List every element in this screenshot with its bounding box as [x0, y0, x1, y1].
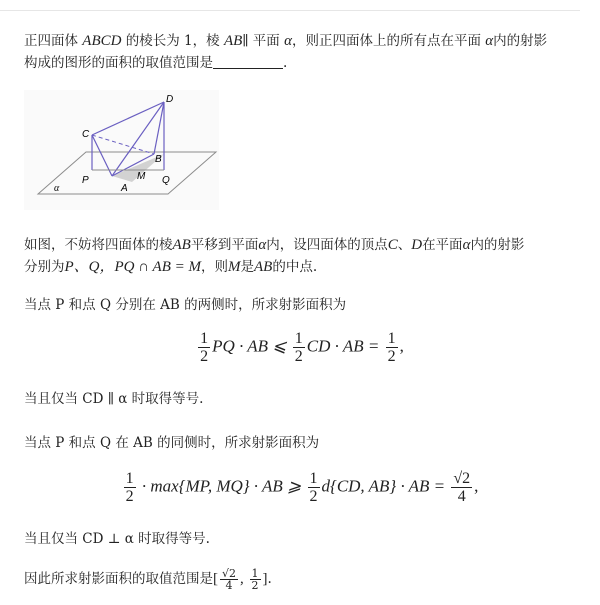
denominator: 2 [251, 579, 259, 592]
numerator: 1 [387, 330, 396, 347]
denominator: 2 [387, 348, 396, 365]
fraction [220, 568, 238, 591]
math-tetra: ABCD [82, 33, 122, 49]
eq-text: , [474, 476, 479, 496]
solution-text: 分别为 [24, 259, 65, 275]
math-alpha: α [284, 33, 292, 49]
math-AB: AB [254, 259, 273, 275]
solution-text: 内，设四面体的顶点 [266, 237, 388, 253]
solution-text: 内的射影 [470, 237, 525, 253]
solution-text: 如图，不妨将四面体的棱 [24, 237, 173, 253]
edge-CB [92, 135, 154, 154]
problem-text: 内的射影 [493, 33, 548, 49]
eq-text: , [399, 336, 404, 356]
range-open: [ [213, 571, 218, 587]
numerator: 1 [125, 470, 134, 487]
problem-text: 构成的图形的面积的取值范围是 [24, 55, 213, 71]
math-M: M [228, 259, 241, 275]
numerator: √2 [222, 567, 237, 580]
fraction [293, 330, 305, 365]
math-alpha: α [258, 237, 267, 253]
solution-text: 是 [240, 259, 254, 275]
denominator: 2 [309, 488, 318, 505]
top-divider [0, 10, 580, 11]
math-AB: AB [172, 237, 191, 253]
tetrahedron-figure [24, 90, 219, 210]
numerator: 1 [294, 330, 303, 347]
problem-text: ，则正四面体上的所有点在平面 [291, 33, 481, 49]
solution-line-2 [24, 256, 574, 278]
answer-blank [213, 54, 283, 69]
denominator: 2 [125, 488, 134, 505]
label-Q: Q [162, 175, 170, 186]
problem-line-1 [24, 30, 574, 52]
math-PQ: P、Q， [64, 259, 115, 275]
solution-text: 平移到平面 [190, 237, 259, 253]
range-close: ] [262, 571, 268, 587]
fraction [124, 470, 136, 505]
denominator: 2 [294, 348, 303, 365]
problem-end: . [283, 55, 288, 71]
problem-line-2 [24, 52, 574, 74]
solution-line-1 [24, 234, 574, 256]
equation-2 [0, 470, 600, 505]
label-C: C [82, 129, 90, 140]
conclusion [24, 568, 574, 591]
label-B: B [155, 154, 162, 165]
solution-text: ，则 [201, 259, 228, 275]
equation-1 [0, 330, 600, 365]
math-edge: AB [223, 33, 243, 49]
eq-text: CD · AB = [306, 336, 384, 356]
problem-text: ∥ 平面 [242, 33, 280, 49]
problem-text: 的棱长为 1，棱 [125, 33, 220, 49]
numerator: 1 [309, 470, 318, 487]
denominator: 4 [225, 579, 233, 592]
label-D: D [166, 94, 174, 105]
denominator: 2 [200, 348, 209, 365]
case2-text: 当点 P 和点 Q 在 AB 的同侧时，所求射影面积为 [24, 435, 320, 451]
math-D: D [411, 237, 423, 253]
numerator: 1 [200, 330, 209, 347]
condition-2: 当且仅当 CD ⊥ α 时取得等号. [24, 531, 210, 547]
numerator: √2 [453, 470, 471, 487]
solution-text: 的中点. [272, 259, 318, 275]
case1-text: 当点 P 和点 Q 分别在 AB 的两侧时，所求射影面积为 [24, 297, 347, 313]
math-alpha: α [462, 237, 471, 253]
label-A: A [121, 183, 128, 194]
fraction [198, 330, 210, 365]
numerator: 1 [251, 567, 259, 580]
fraction [250, 568, 261, 591]
solution-text: 、 [397, 237, 412, 253]
fraction [386, 330, 398, 365]
label-alpha: α [54, 183, 60, 194]
edge-DC [92, 102, 164, 135]
problem-text: 正四面体 [24, 33, 78, 49]
label-M: M [137, 171, 146, 182]
conclusion-text: 因此所求射影面积的取值范围是 [24, 571, 213, 587]
eq-text: d{CD, AB} · AB = [321, 476, 450, 496]
eq-text: PQ · AB ⩽ [212, 336, 291, 356]
math-C: C [387, 237, 398, 253]
range-sep: , [240, 571, 248, 587]
conclusion-end: . [267, 571, 272, 587]
solution-text: 在平面 [422, 237, 463, 253]
denominator: 4 [457, 488, 466, 505]
fraction [451, 470, 472, 505]
math-intersection: PQ ∩ AB = M [114, 259, 201, 275]
label-P: P [82, 175, 89, 186]
condition-1: 当且仅当 CD ∥ α 时取得等号. [24, 391, 204, 407]
math-alpha: α [485, 33, 494, 49]
eq-text: · max{MP, MQ} · AB ⩾ [137, 476, 306, 496]
figure-svg [24, 90, 219, 210]
fraction [308, 470, 320, 505]
